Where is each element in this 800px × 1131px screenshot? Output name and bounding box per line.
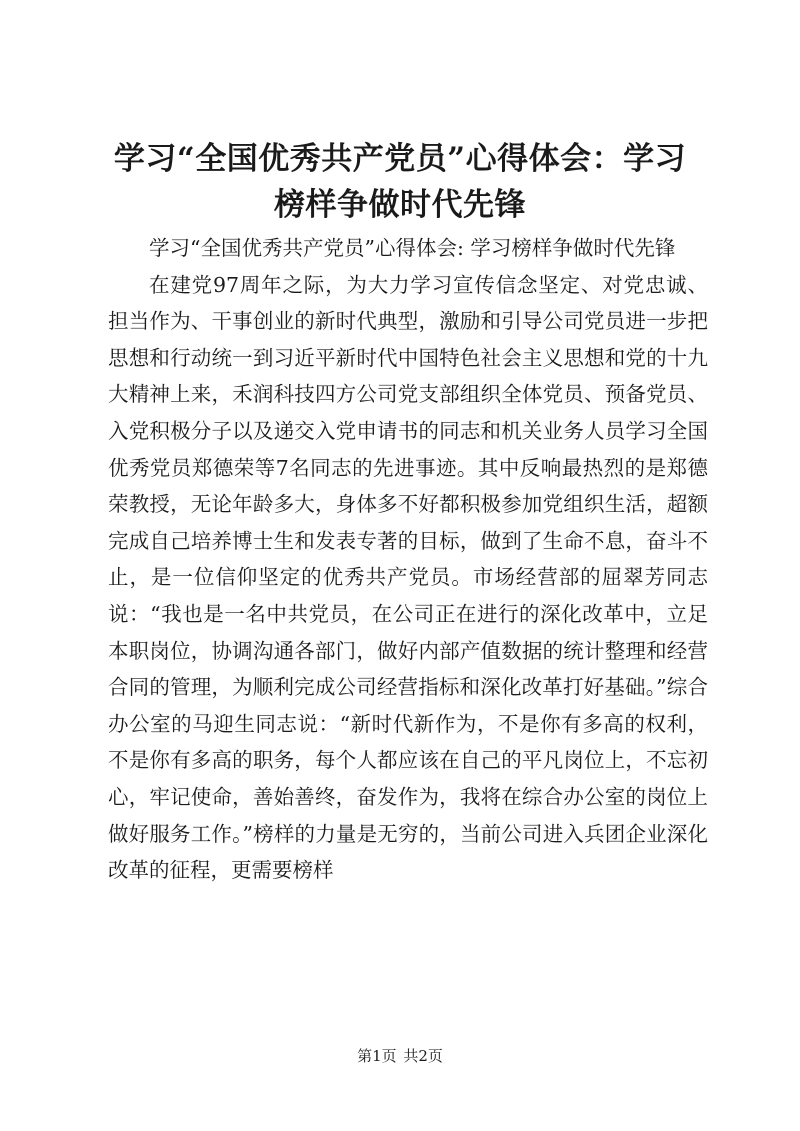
document-title: 学习“全国优秀共产党员”心得体会：学习榜样争做时代先锋 [113,141,687,223]
document-body [108,230,708,889]
page-total: 共2页 [403,1047,443,1065]
page-number: 第1页 [357,1047,397,1065]
page-footer [0,1046,800,1066]
subtitle-paragraph: 学习“全国优秀共产党员”心得体会: 学习榜样争做时代先锋 [149,236,676,260]
body-paragraph: 在建党97周年之际，为大力学习宣传信念坚定、对党忠诚、担当作为、干事创业的新时代典型，激励和引导公司党员进一步把思想和行动统一到习近平新时代中国特色社会主义思想和党的十九大精神上来，禾润科技四方公司党支部组织全体党员、预备党员、入党积极分子以及递交入党申请书的同志和机关业务人员学习全国优秀党员郑德荣等7名同志的先进事迹。其中反响最热烈的是郑德荣教授，无论年龄多大，身体多不好都积极参加党组织生活，超额完成自己培养博士生和发表专著的目标，做到了生命不息，奋斗不止，是一位信仰坚定的优秀共产党员。市场经营部的屈翠芳同志说：“我也是一名中共党员，在公司正在进行的深化改革中，立足本职岗位，协调沟通各部门，做好内部产值数据的统计整理和经营合同的管理，为顺利完成公司经营指标和深化改革打好基础。”综合办公室的马迎生同志说：“新时代新作为，不是你有多高的权利，不是你有多高的职务，每个人都应该在自己的平凡岗位上，不忘初心，牢记使命，善始善终，奋发作为，我将在综合办公室的岗位上做好服务工作。”榜样的力量是无穷的，当前公司进入兵团企业深化改革的征程，更需要榜样 [108,272,708,883]
